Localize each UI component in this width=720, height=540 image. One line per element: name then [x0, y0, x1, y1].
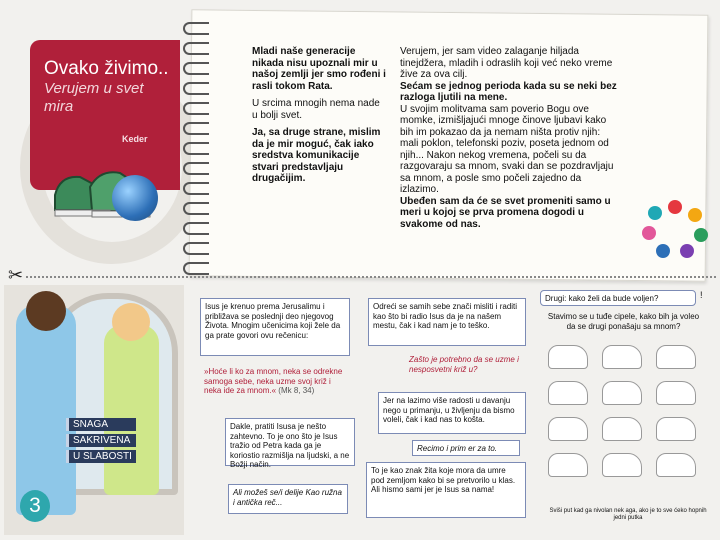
shoe-outline-grid	[548, 345, 708, 495]
globe-icon	[112, 175, 158, 221]
follow-box: Dakle, pratiti Isusa je nešto zahtevno. To je ono što je Isus tražio od Petra kada ga je koriostio razmišlja na ljudski, a ne Božji način.	[225, 418, 355, 466]
shoe-outline-icon	[548, 417, 588, 441]
cut-line	[26, 276, 716, 278]
column-left	[252, 46, 387, 191]
shoe-outline-icon	[656, 453, 696, 477]
label-sakrivena: SAKRIVENA	[66, 434, 136, 447]
column-left-paragraph-1: Mladi naše generacije nikada nisu upoznali mir u našoj zemlji jer smo rođeni i rasli tokom Rata.	[252, 46, 386, 92]
column-right-paragraph-2: Sećam se jednog perioda kada su se neki bez razloga ljutili na mene.	[400, 80, 617, 103]
author-name: Keder	[122, 134, 148, 144]
page-title: Ovako živimo..	[44, 58, 169, 79]
shoe-outline-icon	[656, 345, 696, 369]
quote-reference: (Mk 8, 34)	[278, 386, 315, 395]
boy-reflection	[104, 325, 159, 495]
shoe-outline-icon	[602, 345, 642, 369]
label-snaga: SNAGA	[66, 418, 136, 431]
shoe-outline-icon	[548, 381, 588, 405]
shoe-outline-icon	[602, 453, 642, 477]
shoe-outline-icon	[548, 345, 588, 369]
shoes-instruction: Stavimo se u tuđe cipele, kako bih ja voleo da se drugi ponašaju sa mnom?	[547, 312, 700, 331]
shoe-outline-icon	[656, 381, 696, 405]
column-left-paragraph-2: U srcima mnogih nema nade u bolji svet.	[252, 98, 380, 121]
column-right-paragraph-4: Ubeđen sam da će se svet promeniti samo u meri u kojoj se prva promena dogodi u svakome od nas.	[400, 195, 611, 230]
label-u-slabosti: U SLABOSTI	[66, 450, 136, 463]
because-box: Jer na lazimo više radosti u davanju nego u primanju, u življenju da bismo voleli, čak i kad nas to košta.	[378, 392, 526, 434]
shoe-outline-icon	[602, 417, 642, 441]
why-question-box: Zašto je potrebno da se uzme i nesposvetni križ u?	[409, 355, 519, 374]
shoes-note: Sviši put kad ga nivolan nek aga, ako je to sve ćeko hopnih jedni putka	[549, 508, 707, 521]
column-left-paragraph-3: Ja, sa druge strane, mislim da je mir moguć, čak iako sredstva komunikacije stvari predstavljaju drugačijim.	[252, 127, 381, 184]
scissors-icon: ✂	[8, 265, 24, 285]
quote-text: »Hoće li ko za mnom, neka se odrekne samoga sebe, neka uzme svoj križ i neka ide za mnom.«	[204, 367, 343, 395]
spiral-binding	[183, 22, 213, 272]
others-question-box: Drugi: kako želi da bude voljen?	[540, 290, 696, 306]
column-right-paragraph-3: U svojim molitvama sam poverio Bogu ove momke, izmišljajući mnoge činove ljubavi kako bih im pokazao da ja nemam ništa protiv njih: mali poklon, telefonski poziv, poseta jednom od njih... Nakon nekog vremena, počeli su da razgovaraju sa mnom, svaki dan se pozdravljaju sa mnom, a posle smo počeli zajedno da izlazimo.	[400, 103, 614, 195]
jesus-intro-box: Isus je krenuo prema Jerusalimu i približava se poslednji deo njegovog Života. Mnogim učenicima koji žele da ga prate govori ovu rečenicu:	[200, 298, 350, 356]
column-right-paragraph-1: Verujem, jer sam video zalaganje hiljada tinejdžera, mladih i odraslih koji već neko vreme žive za ova cilj.	[400, 46, 613, 80]
girl-figure	[16, 305, 76, 515]
people-ring-icon	[640, 200, 710, 260]
page-subtitle: Verujem u svet mira	[44, 80, 144, 115]
mirror-labels	[66, 418, 136, 466]
shoe-outline-icon	[548, 453, 588, 477]
mark: !	[700, 290, 703, 300]
deny-self-box: Odreći se samih sebe znači misliti i raditi kao što bi radio Isus da je na našem mestu, čak i kad nam je to teško.	[368, 298, 526, 346]
quote-box	[200, 364, 350, 408]
column-right	[400, 46, 618, 236]
shoe-outline-icon	[602, 381, 642, 405]
love-question-box: Ali možeš se/i delije Kao ružna i antička reč...	[228, 484, 348, 514]
say-it-box: Recimo i prim er za to.	[412, 440, 520, 456]
shoe-outline-icon	[656, 417, 696, 441]
conclusion-box: To je kao znak žita koje mora da umre pod zemljom kako bi se pretvorilo u klas. Ali hismo sami jer je Isus sa nama!	[366, 462, 526, 518]
page-number: 3	[20, 490, 50, 522]
